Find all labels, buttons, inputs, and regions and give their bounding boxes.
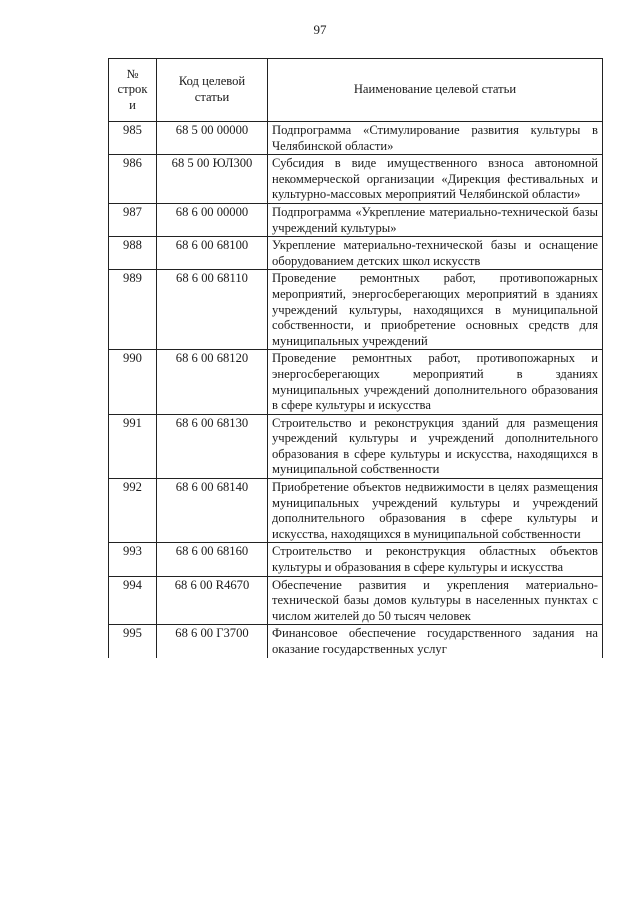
target-name: Приобретение объектов недвижимости в целях размещения муниципальных учреждений культуры и учреждений дополнительного образования в сфере культуры и искусства, находящихся в муниципальной собственности (268, 479, 603, 543)
target-name: Подпрограмма «Укрепление материально-технической базы учреждений культуры» (268, 203, 603, 236)
target-code: 68 6 00 68120 (157, 350, 268, 414)
row-number: 985 (109, 122, 157, 155)
target-code: 68 5 00 ЮЛ300 (157, 155, 268, 204)
target-code: 68 6 00 68160 (157, 543, 268, 576)
page-number: 97 (313, 22, 327, 37)
target-name: Строительство и реконструкция зданий для размещения учреждений культуры и учреждений дополнительного образования в сфере культуры и искусства, находящихся в муниципальной собственности (268, 414, 603, 478)
table-row (109, 237, 603, 270)
table-row (109, 414, 603, 478)
target-code: 68 5 00 00000 (157, 122, 268, 155)
table-row (109, 625, 603, 659)
target-code: 68 6 00 68110 (157, 270, 268, 350)
target-name: Проведение ремонтных работ, противопожарных мероприятий, энергосберегающих мероприятий в зданиях учреждений культуры, находящихся в муниципальной собственности, и приобретение основных средств для муниципальных учреждений (268, 270, 603, 350)
table-row (109, 270, 603, 350)
table-row (109, 543, 603, 576)
row-number: 992 (109, 479, 157, 543)
row-number: 995 (109, 625, 157, 659)
target-code: 68 6 00 68140 (157, 479, 268, 543)
table-row (109, 203, 603, 236)
row-number: 987 (109, 203, 157, 236)
target-code: 68 6 00 Г3700 (157, 625, 268, 659)
row-number: 990 (109, 350, 157, 414)
table-row (109, 122, 603, 155)
table-row (109, 479, 603, 543)
table-row (109, 350, 603, 414)
table-row (109, 155, 603, 204)
target-code: 68 6 00 R4670 (157, 576, 268, 625)
header-target-code: Код целевой статьи (157, 59, 268, 122)
target-name: Финансовое обеспечение государственного задания на оказание государственных услуг (268, 625, 603, 659)
table-row (109, 576, 603, 625)
row-number: 993 (109, 543, 157, 576)
target-code: 68 6 00 68130 (157, 414, 268, 478)
row-number: 988 (109, 237, 157, 270)
target-name: Укрепление материально-технической базы и оснащение оборудованием детских школ искусств (268, 237, 603, 270)
row-number: 991 (109, 414, 157, 478)
target-items-table (108, 58, 603, 658)
target-code: 68 6 00 68100 (157, 237, 268, 270)
row-number: 989 (109, 270, 157, 350)
row-number: 994 (109, 576, 157, 625)
target-name: Строительство и реконструкция областных объектов культуры и образования в сфере культуры и искусства (268, 543, 603, 576)
target-name: Проведение ремонтных работ, противопожарных и энергосберегающих мероприятий в зданиях муниципальных учреждений дополнительного образования в сфере культуры и искусства (268, 350, 603, 414)
target-code: 68 6 00 00000 (157, 203, 268, 236)
target-name: Обеспечение развития и укрепления материально-технической базы домов культуры в населенных пунктах с числом жителей до 50 тысяч человек (268, 576, 603, 625)
table-header-row (109, 59, 603, 122)
target-name: Подпрограмма «Стимулирование развития культуры в Челябинской области» (268, 122, 603, 155)
target-name: Субсидия в виде имущественного взноса автономной некоммерческой организации «Дирекция фестивальных и культурно-массовых мероприятий Челябинской области» (268, 155, 603, 204)
header-row-number: № строк и (109, 59, 157, 122)
row-number: 986 (109, 155, 157, 204)
header-target-name: Наименование целевой статьи (268, 59, 603, 122)
